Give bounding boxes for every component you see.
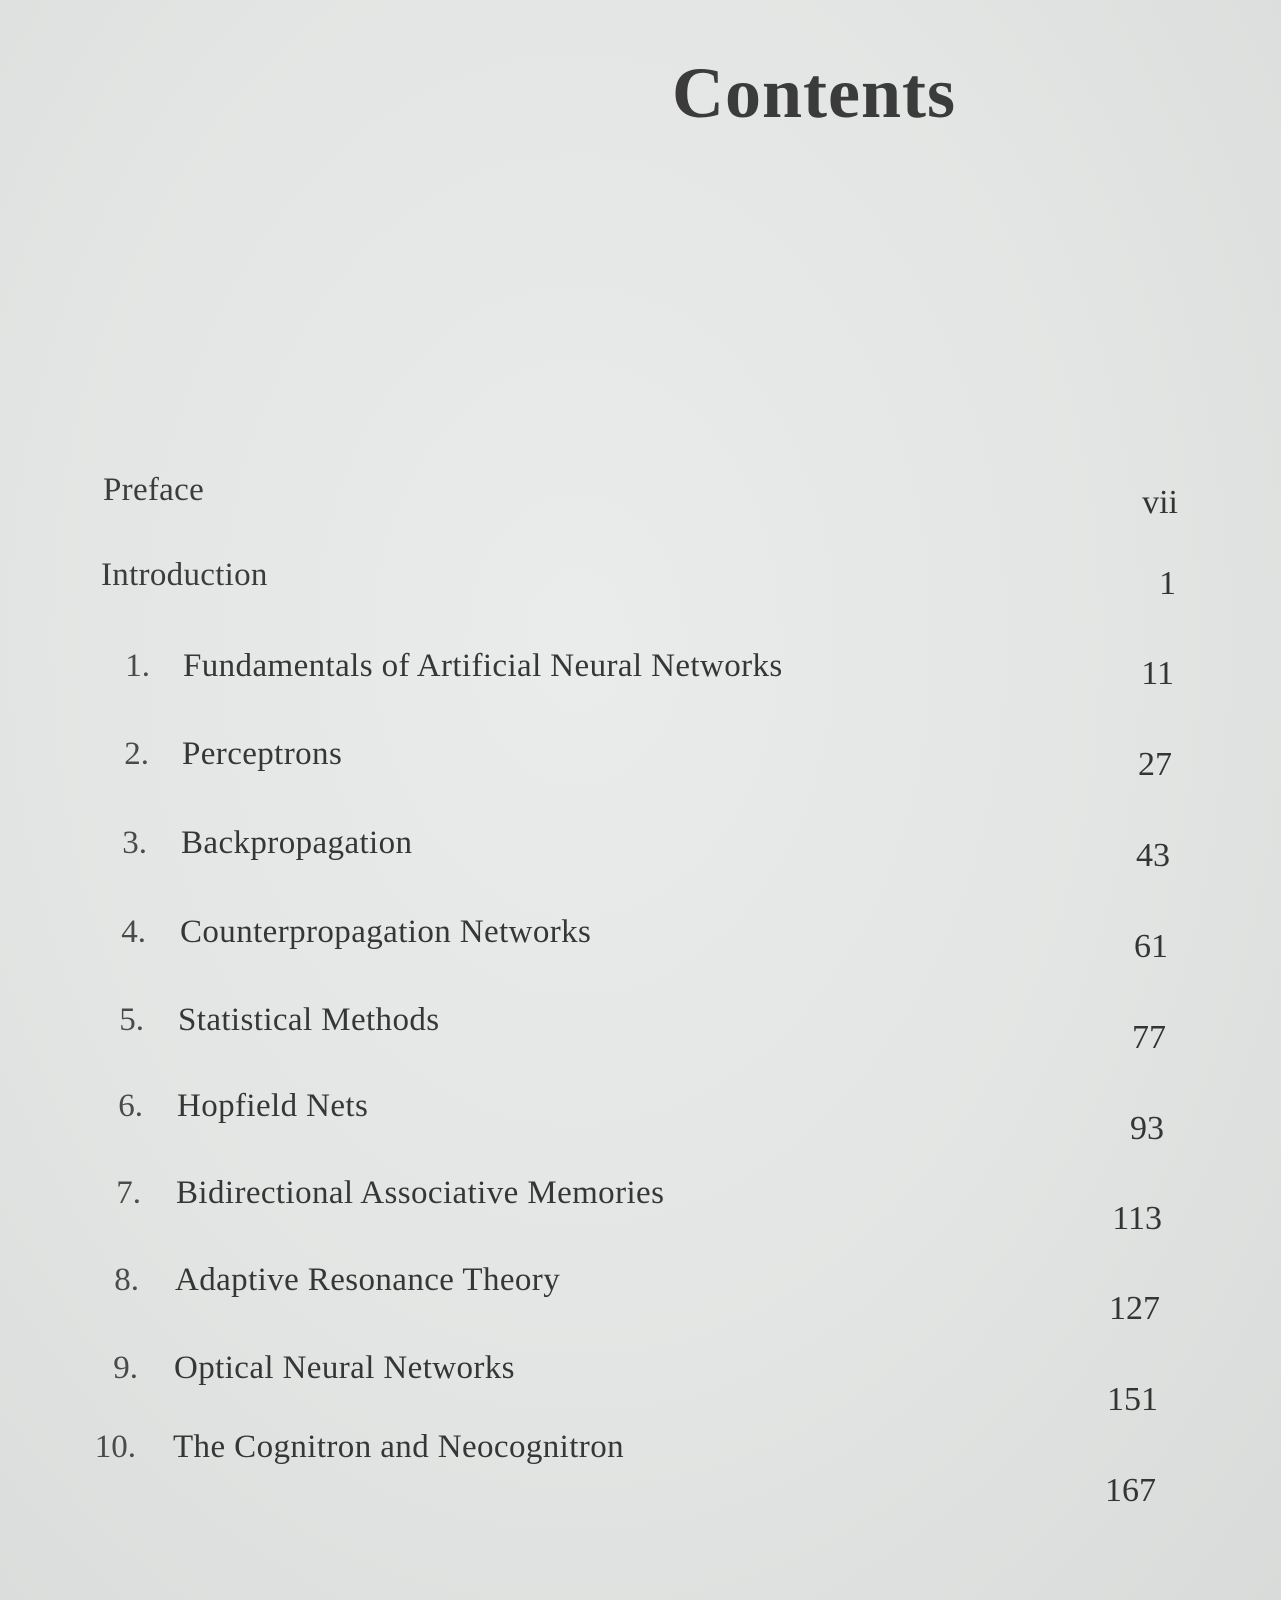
chapter-title: Backpropagation [181,825,413,861]
toc-entry-preface-page: vii [1142,484,1178,521]
chapter-title: Hopfield Nets [177,1088,369,1124]
toc-entry-preface-label: Preface [103,472,205,508]
chapter-title: The Cognitron and Neocognitron [173,1429,624,1465]
chapter-page: 11 [1141,655,1174,692]
chapter-page: 43 [1136,837,1170,874]
chapter-number: 8. [114,1262,139,1298]
chapter-number: 4. [121,914,146,950]
toc-entry-introduction-label: Introduction [101,557,268,593]
chapter-page: 113 [1112,1200,1162,1237]
chapter-page: 61 [1134,928,1168,965]
page-title: Contents [672,53,957,133]
chapter-number: 1. [125,648,150,684]
chapter-page: 93 [1130,1110,1164,1147]
chapter-number: 10. [94,1429,136,1465]
chapter-page: 151 [1107,1381,1158,1418]
chapter-page: 127 [1109,1290,1160,1327]
toc-entry-introduction-page: 1 [1159,565,1176,602]
chapter-number: 7. [116,1175,141,1211]
chapter-number: 2. [124,736,149,772]
chapter-number: 6. [118,1088,143,1124]
chapter-title: Bidirectional Associative Memories [176,1175,665,1211]
chapter-title: Statistical Methods [178,1002,440,1038]
chapter-title: Fundamentals of Artificial Neural Networks [183,648,783,684]
chapter-title: Adaptive Resonance Theory [175,1262,561,1298]
chapter-number: 3. [122,825,147,861]
chapter-title: Optical Neural Networks [174,1350,515,1386]
chapter-title: Counterpropagation Networks [180,914,592,950]
chapter-title: Perceptrons [182,736,343,772]
chapter-number: 9. [113,1350,138,1386]
chapter-page: 77 [1132,1019,1166,1056]
chapter-page: 27 [1138,746,1172,783]
chapter-page: 167 [1105,1472,1156,1509]
chapter-number: 5. [119,1002,144,1038]
